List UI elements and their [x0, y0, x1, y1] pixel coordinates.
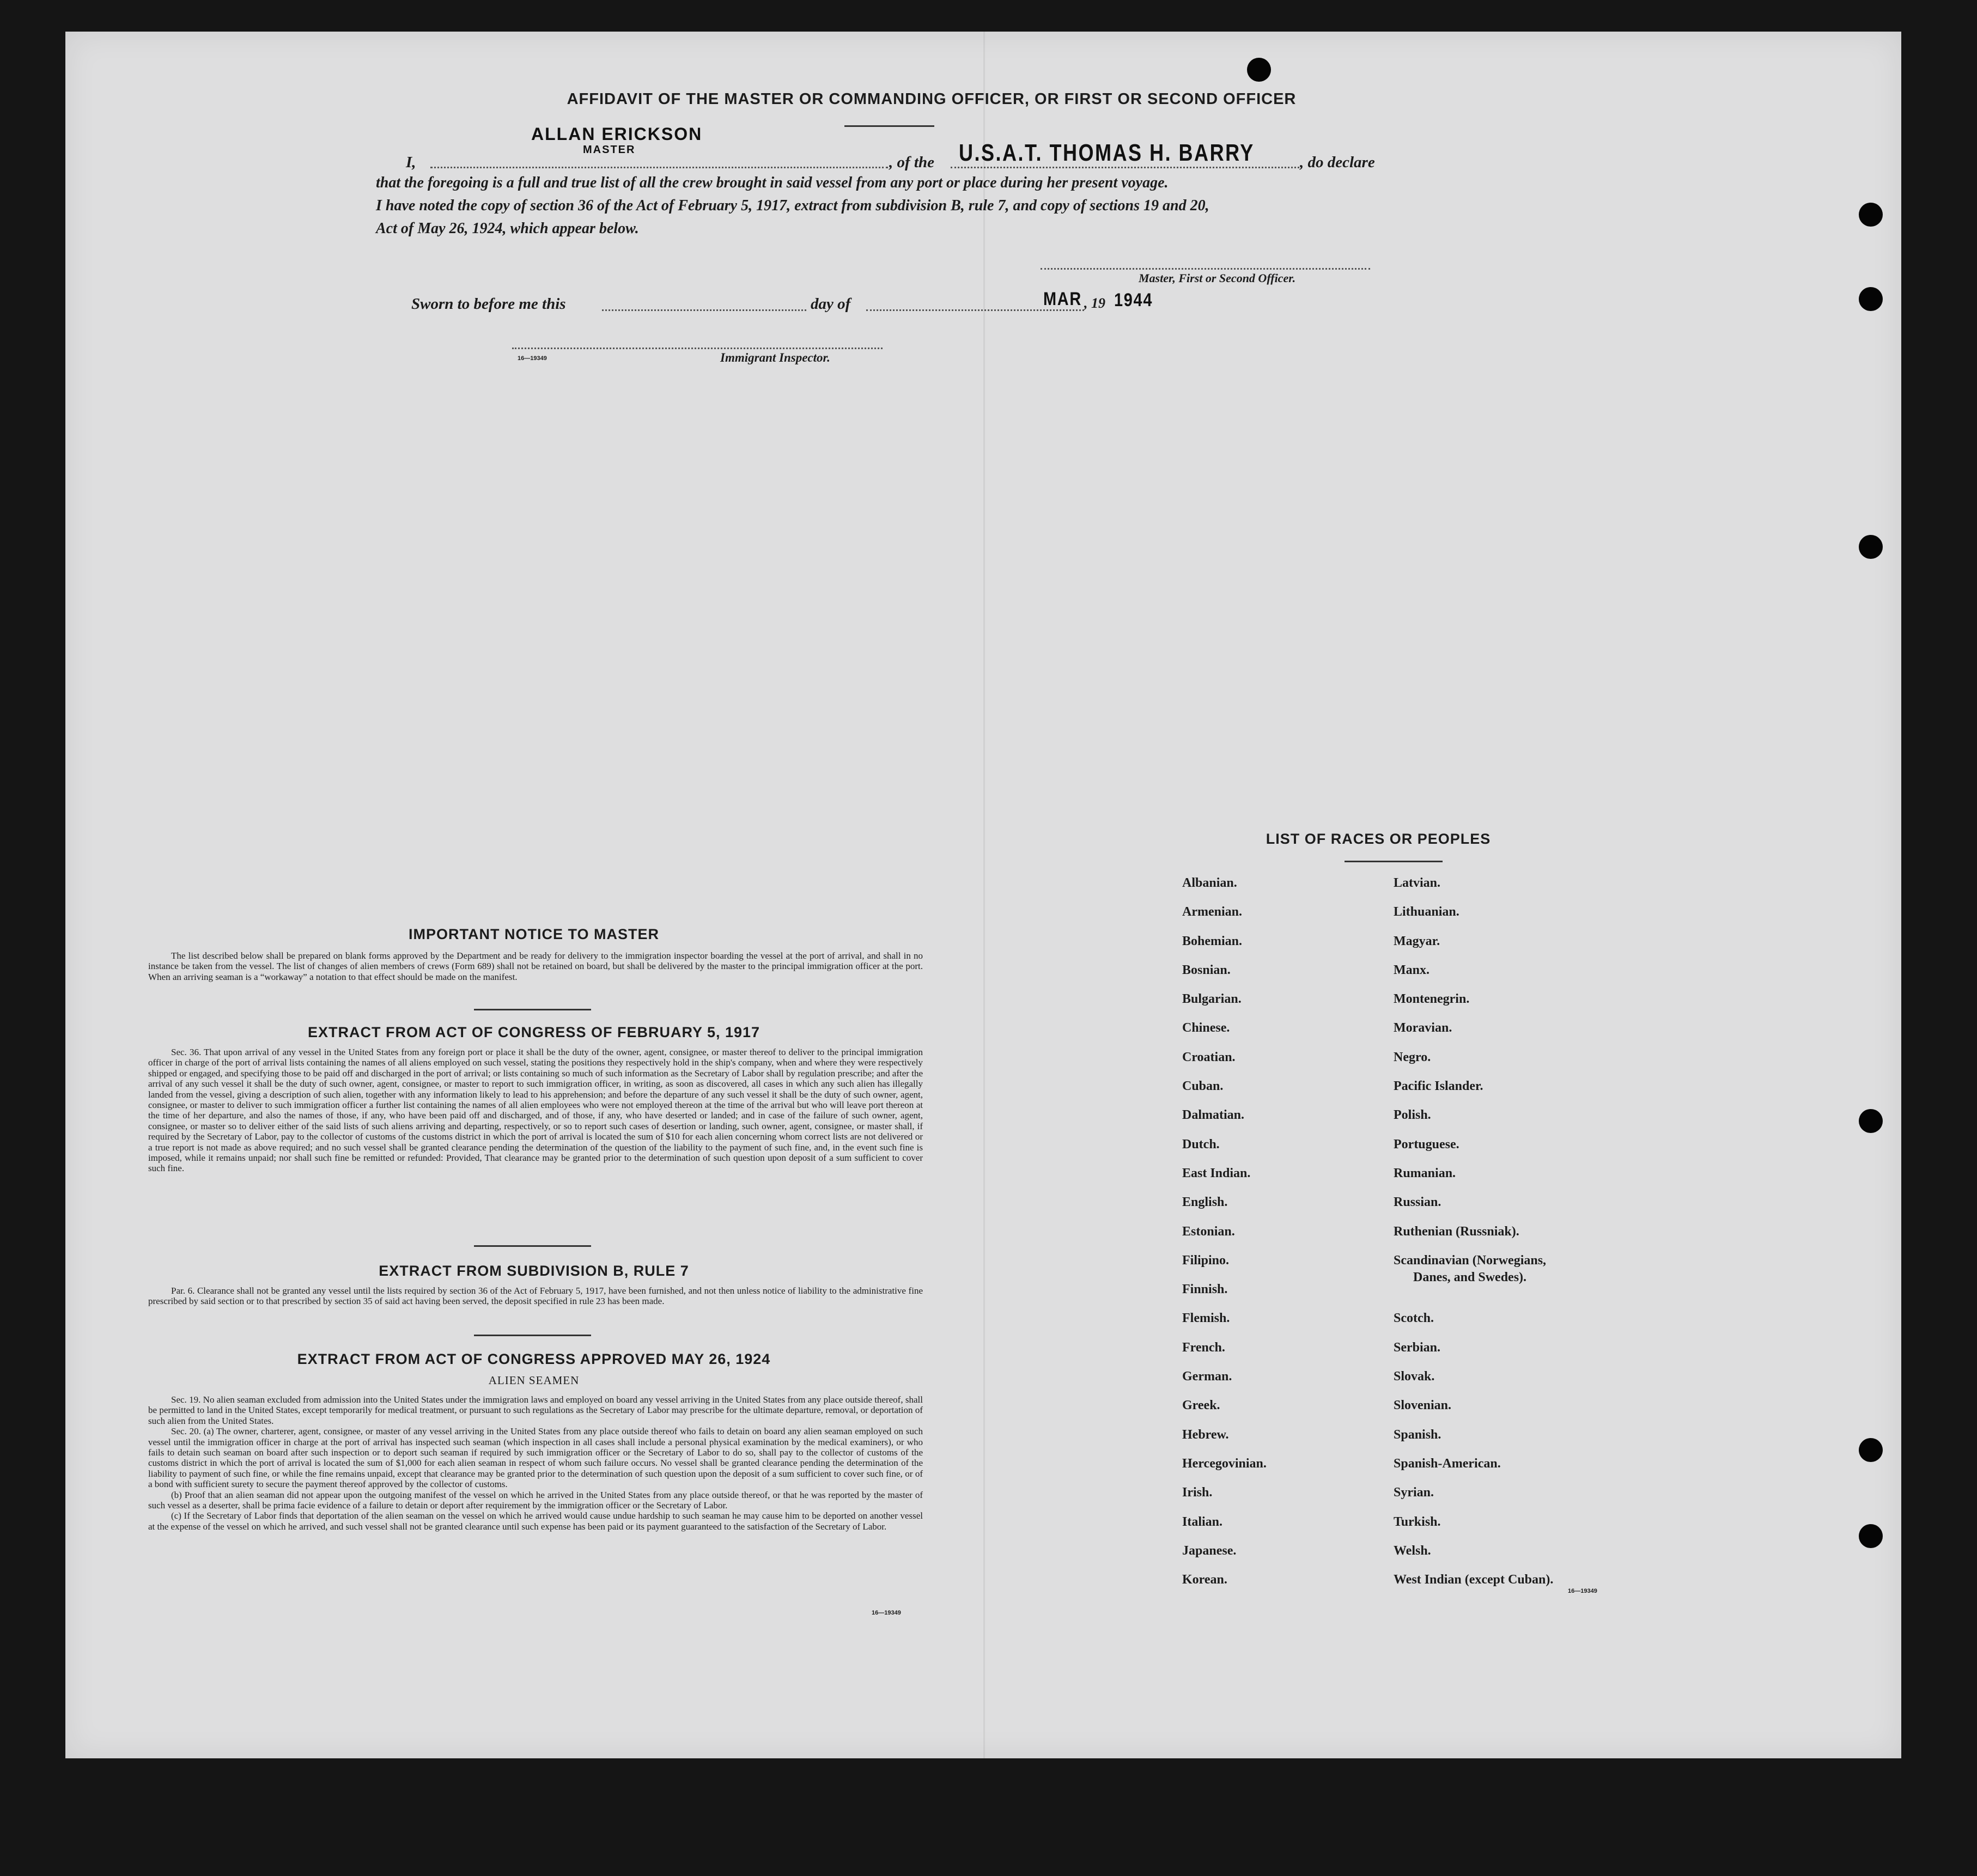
race-item: West Indian (except Cuban).: [1394, 1573, 1554, 1587]
notice-paragraph: The list described below shall be prepared on blank forms approved by the Department and be ready for delivery to the immigration inspector boarding the vessel at the port of arrival, and shall in no instance be taken from the vessel. The list of changes of alien members of crews (Form 689) shall not be retained on board, but shall be delivered by the master to the principal immigration officer at the port. When an arriving seaman is a “workaway” a notation to that effect should be made on the manifest.: [148, 951, 923, 982]
section-rule: [474, 1009, 591, 1010]
race-item: Rumanian.: [1394, 1166, 1456, 1180]
punch-hole: [1859, 1438, 1883, 1462]
race-item: Dalmatian.: [1182, 1108, 1244, 1123]
race-item: Korean.: [1182, 1573, 1227, 1587]
race-item: Greek.: [1182, 1398, 1220, 1413]
extract-rule7-title: EXTRACT FROM SUBDIVISION B, RULE 7: [379, 1263, 689, 1279]
races-left-column: [1182, 876, 1267, 1601]
sworn-year: 1944: [1114, 290, 1153, 310]
races-right-column: [1394, 876, 1553, 1601]
affidavit-title: AFFIDAVIT OF THE MASTER OR COMMANDING OFFICER, OR FIRST OR SECOND OFFICER: [567, 90, 1297, 108]
signature-line: [1041, 268, 1370, 270]
race-item: Polish.: [1394, 1108, 1431, 1123]
extract-1924-subtitle: ALIEN SEAMEN: [488, 1374, 580, 1387]
inspector-line: [512, 348, 883, 349]
race-item: Magyar.: [1394, 934, 1440, 948]
title-rule: [844, 125, 934, 127]
race-item: Japanese.: [1182, 1543, 1237, 1558]
race-item: Slovenian.: [1394, 1398, 1452, 1413]
race-item: Pacific Islander.: [1394, 1079, 1483, 1094]
declare-label: , do declare: [1300, 154, 1375, 171]
punch-hole: [1859, 203, 1883, 227]
affidavit-body-line3: Act of May 26, 1924, which appear below.: [376, 220, 639, 237]
race-item: Welsh.: [1394, 1543, 1431, 1558]
day-of-label: day of: [811, 295, 851, 313]
race-item: Croatian.: [1182, 1050, 1236, 1064]
i-label: I,: [406, 154, 416, 171]
race-item: Flemish.: [1182, 1311, 1230, 1326]
master-name: ALLAN ERICKSON: [531, 124, 703, 144]
vessel-line: [951, 167, 1299, 168]
of-the-label: , of the: [889, 154, 934, 171]
race-item: Ruthenian (Russniak).: [1394, 1224, 1519, 1239]
year-prefix: , 19: [1084, 295, 1105, 311]
signature-caption: Master, First or Second Officer.: [1139, 271, 1296, 285]
extract-1917-title: EXTRACT FROM ACT OF CONGRESS OF FEBRUARY 5, 1917: [307, 1024, 761, 1040]
section-rule: [474, 1245, 591, 1247]
race-item: Russian.: [1394, 1195, 1441, 1210]
race-item: Spanish.: [1394, 1427, 1441, 1442]
extract-1917-paragraph: Sec. 36. That upon arrival of any vessel in the United States from any foreign port or place it shall be the duty of the owner, agent, consignee, or master thereof to deliver to the principal immigration officer in charge of the port of arrival lists containing the names of all aliens employed on such vessel, stating the positions they respectively hold in the ship's company, when and where they were respectively shipped or engaged, and specifying those to be paid off and discharged in the port of arrival; or lists containing so much of such information as the Secretary of Labor shall by regulation prescribe; and after the arrival of any such vessel it shall be the duty of such owner, agent, consignee, or master to report to such immigration officer, in writing, as soon as discovered, all cases in which any such alien has illegally landed from the vessel, giving a description of such alien, together with any information likely to lead to his apprehension; and before the departure of any such vessel it shall be the duty of such owner, agent, consignee, or master to deliver to such immigration officer a further list containing the names of all alien employees who were not employed thereon at the time of the arrival but who will leave port thereon at the time of her departure, and also the names of those, if any, who have been paid off and discharged, and of those, if any, who have deserted or landed; and in case of the failure of such owner, agent, consignee, or master so to deliver either of the said lists of such aliens arriving and departing, respectively, or so to report such cases of desertion or landing, such owner, agent, consignee, or master shall, if required by the Secretary of Labor, pay to the collector of customs of the customs district in which the port of arrival is located the sum of $10 for each alien concerning whom correct lists are not delivered or a true report is not made as above required; and no such vessel shall be granted clearance pending the determination of the question of the liability to the payment of such fine, and, in the event such fine is imposed, while it remains unpaid; nor shall such fine be remitted or refunded: Provided, That clearance may be granted prior to the determination of such question upon deposit of a sum sufficient to cover such fine.: [148, 1047, 923, 1174]
sec-20c-paragraph: (c) If the Secretary of Labor finds that deportation of the alien seaman on the vessel on which he arrived would cause undue hardship to such seaman he may cause him to be deported on another vessel at the expense of the vessel on which he arrived, and such vessel shall not be granted clearance until such expense has been paid or its payment guaranteed to the satisfaction of the Secretary of Labor.: [148, 1510, 923, 1532]
race-item: French.: [1182, 1340, 1225, 1355]
race-item: Filipino.: [1182, 1253, 1230, 1268]
affidavit-body-line1: that the foregoing is a full and true list of all the crew brought in said vessel from any port or place during her present voyage.: [376, 174, 1169, 191]
punch-hole: [1859, 535, 1883, 559]
race-item: Lithuanian.: [1394, 905, 1459, 919]
page-fold: [983, 32, 985, 1758]
notice-body: [148, 951, 923, 982]
race-item: Chinese.: [1182, 1021, 1230, 1036]
name-line: [430, 167, 888, 168]
sec-20a-paragraph: Sec. 20. (a) The owner, charterer, agent, consignee, or master of any vessel arriving in the United States from any place outside thereof who fails to detain on board any alien seaman employed on such vessel until the immigration officer in charge at the port of arrival has inspected such seaman (which inspection in all cases shall include a personal physical examination by the medical examiners), or who fails to detain such seaman on board after such inspection or to deport such seaman if required by such immigration officer or the Secretary of Labor to do so, shall pay to the collector of customs of the customs district in which the port of arrival is located the sum of $1,000 for each alien seaman in respect of whom such failure occurs. No vessel shall be granted clearance pending the determination of the liability to payment of such fine, or while the fine remains unpaid, except that clearance may be granted prior to the determination of such question upon the deposit of a sum sufficient to cover such fine, or of a bond with sufficient surety to secure the payment thereof approved by the collector of customs.: [148, 1426, 923, 1490]
race-item: Serbian.: [1394, 1340, 1441, 1355]
race-item: Dutch.: [1182, 1137, 1220, 1152]
form-number: 16—19349: [518, 355, 547, 362]
affidavit-body-line2: I have noted the copy of section 36 of the Act of February 5, 1917, extract from subdivision B, rule 7, and copy of sections 19 and 20,: [376, 197, 1209, 214]
punch-hole: [1859, 1524, 1883, 1548]
race-item: Turkish.: [1394, 1514, 1441, 1529]
race-item: Albanian.: [1182, 876, 1237, 890]
races-form-number: 16—19349: [1568, 1588, 1597, 1594]
extract-rule7-body: [148, 1286, 923, 1307]
sworn-label: Sworn to before me this: [411, 295, 566, 313]
race-item: Italian.: [1182, 1514, 1223, 1529]
race-item: Cuban.: [1182, 1079, 1224, 1094]
race-item: Bulgarian.: [1182, 992, 1242, 1007]
sec-19-paragraph: Sec. 19. No alien seaman excluded from admission into the United States under the immigration laws and employed on board any vessel arriving in the United States from any place outside thereof, shall be permitted to land in the United States, except temporarily for medical treatment, or pursuant to such regulations as the Secretary of Labor may prescribe for the ultimate departure, removal, or deportation of such alien from the United States.: [148, 1394, 923, 1426]
race-item: Scandinavian (Norwegians,: [1394, 1253, 1547, 1268]
race-item: Scotch.: [1394, 1311, 1434, 1326]
race-item: German.: [1182, 1369, 1232, 1384]
inspector-caption: Immigrant Inspector.: [720, 351, 830, 364]
punch-hole: [1247, 58, 1271, 82]
race-item: Spanish-American.: [1394, 1456, 1501, 1471]
extract-1924-body: [148, 1394, 923, 1532]
race-item: Armenian.: [1182, 905, 1242, 919]
extract-rule7-paragraph: Par. 6. Clearance shall not be granted any vessel until the lists required by section 36 of the Act of February 5, 1917, have been furnished, and not then unless notice of liability to the administrative fine prescribed by said section or to that prescribed by section 35 of said act having been served, the deposit specified in rule 23 has been made.: [148, 1286, 923, 1307]
race-item: East Indian.: [1182, 1166, 1251, 1180]
sworn-month: MAR: [1043, 289, 1082, 309]
race-item: Estonian.: [1182, 1224, 1235, 1239]
race-item: Bohemian.: [1182, 934, 1243, 948]
sworn-day-line: [602, 309, 806, 311]
race-item: Irish.: [1182, 1485, 1213, 1500]
race-item: Negro.: [1394, 1050, 1431, 1064]
race-item: Montenegrin.: [1394, 992, 1470, 1007]
race-item: Finnish.: [1182, 1282, 1228, 1297]
extract-1917-body: [148, 1047, 923, 1174]
section-rule: [474, 1335, 591, 1336]
vessel-name: U.S.A.T. THOMAS H. BARRY: [959, 139, 1255, 166]
race-item: Bosnian.: [1182, 963, 1231, 977]
punch-hole: [1859, 287, 1883, 311]
punch-hole: [1859, 1109, 1883, 1133]
races-title: LIST OF RACES OR PEOPLES: [1266, 831, 1491, 847]
race-item: Latvian.: [1394, 876, 1441, 890]
sec-20b-paragraph: (b) Proof that an alien seaman did not appear upon the outgoing manifest of the vessel on which he arrived in the United States from any place outside thereof, or that he was reported by the master of such vessel as a deserter, shall be prima facie evidence of a failure to detain or deport after requirement by the immigration officer or the Secretary of Labor.: [148, 1489, 923, 1511]
race-item: Moravian.: [1394, 1021, 1452, 1036]
race-item: Syrian.: [1394, 1485, 1434, 1500]
race-item: Hebrew.: [1182, 1427, 1229, 1442]
master-caption: MASTER: [583, 144, 636, 156]
race-item: Danes, and Swedes).: [1413, 1270, 1527, 1284]
race-item: Portuguese.: [1394, 1137, 1459, 1152]
race-item: Hercegovinian.: [1182, 1456, 1267, 1471]
race-item: Slovak.: [1394, 1369, 1435, 1384]
races-rule: [1345, 861, 1443, 862]
extract-form-number: 16—19349: [872, 1610, 901, 1616]
notice-title: IMPORTANT NOTICE TO MASTER: [409, 926, 659, 942]
race-item: Manx.: [1394, 963, 1429, 977]
race-item: English.: [1182, 1195, 1228, 1210]
extract-1924-title: EXTRACT FROM ACT OF CONGRESS APPROVED MAY 26, 1924: [297, 1351, 771, 1367]
